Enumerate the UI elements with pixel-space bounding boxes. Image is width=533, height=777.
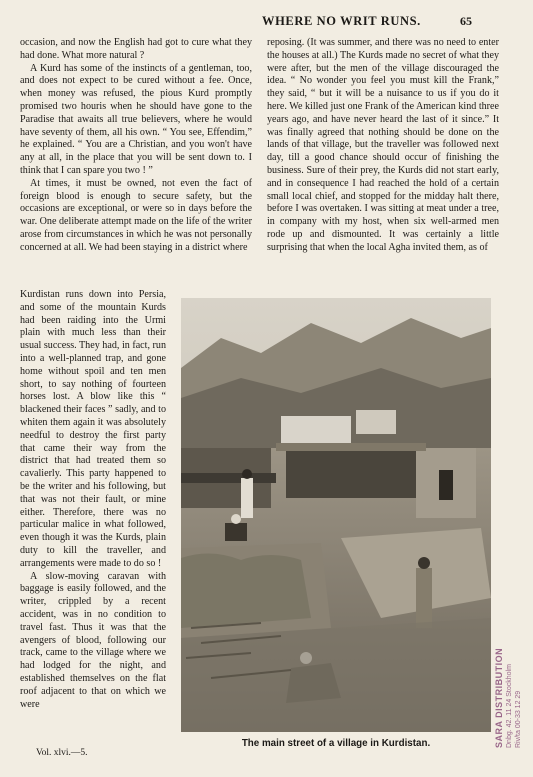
figure-caption: The main street of a village in Kurdistan. [241, 738, 431, 749]
village-photo-illustration [181, 298, 491, 732]
paragraph: occasion, and now the English had got to cure what they had done. What more natural ? [20, 37, 252, 61]
running-title: WHERE NO WRIT RUNS. [262, 14, 421, 28]
paragraph: reposing. (It was summer, and there was no need to enter the houses at all.) The Kurds made no secret of what they were after, but the men of the village discouraged the idea. “ No wonder you feel you must kill the Frank,” they said, “ but it will be a nuisance to us if you do it here. We killed just one Frank of the American kind three years ago, and have never heard the last of it since.” It was finally agreed that nothing should be done on the lands of that village, but the traveller was followed next day, till a good chance should occur of finishing the business. Sure of their prey, the Kurds did not start early, and in consequence I had reached the hold of a certain small local chief, and stopped for the midday halt there, before I was overtaken. I was sitting at meat under a tree, in company with my host, when six well-armed men rode up and dismounted. It was certainly a little surprising that when the local Agha invited them, as of [267, 37, 499, 253]
page-number: 65 [460, 14, 472, 28]
paragraph: At times, it must be owned, not even the fact of foreign blood is enough to secure safety, but the occasions are exceptional, or were so in days before the war. One deliberate attempt made on the life of the writer arose from circumstances in which he was not personally concerned at all. We had been staying in a district where [20, 177, 252, 253]
right-column [267, 37, 499, 255]
stamp-line: Dnbg. 42. 11 24 Stockholm [506, 664, 513, 748]
left-column-top [20, 37, 252, 255]
paragraph: Kurdistan runs down into Persia, and some of the mountain Kurds had been raiding into the Urmi plain with much less than their usual success. They had, in fact, run into a well-planned trap, and gone home without spoil and ten men short, to say nothing of fourteen horses lost. A blow like this “ blackened their faces ” sadly, and to whiten them again it was absolutely needful to destroy the first party that came their way from the district that had treated them so cavalierly. This party happened to be the writer and his following, but that was not their fault, or mine either. Therefore, there was no particular malice in what followed, even though it was the Kurds, plain duty to kill the traveller, and arrangements were made to do so ! [20, 289, 166, 569]
stamp-line: SARA DISTRIBUTION [494, 647, 504, 748]
village-photograph [181, 298, 491, 732]
paragraph: A slow-moving caravan with baggage is easily followed, and the writer, crippled by a recent accident, was in no condition to travel fast. Thus it was that the avengers of blood, following our track, came to the village where we had lodged for the night, and established themselves on the flat roof adjacent to that on which we were [20, 570, 166, 710]
left-column-bottom [20, 289, 166, 711]
stamp-line: Riv/ta 00-33 12 29 [515, 690, 522, 748]
volume-note: Vol. xlvi.—5. [36, 748, 88, 758]
paragraph: A Kurd has some of the instincts of a gentleman, too, and does not expect to be cured without a fee. Once, when money was refused, the pious Kurd promptly promised two houris when he should have gone to the Paradise that awaits all true believers, where he would have seventy of them, all his own. “ You see, Effendim,” he explained. “ You are a Christian, and you won't have any at all, in the place that you will be sent down to. I think that I can spare you two ! ” [20, 62, 252, 176]
distribution-stamp [492, 620, 530, 750]
